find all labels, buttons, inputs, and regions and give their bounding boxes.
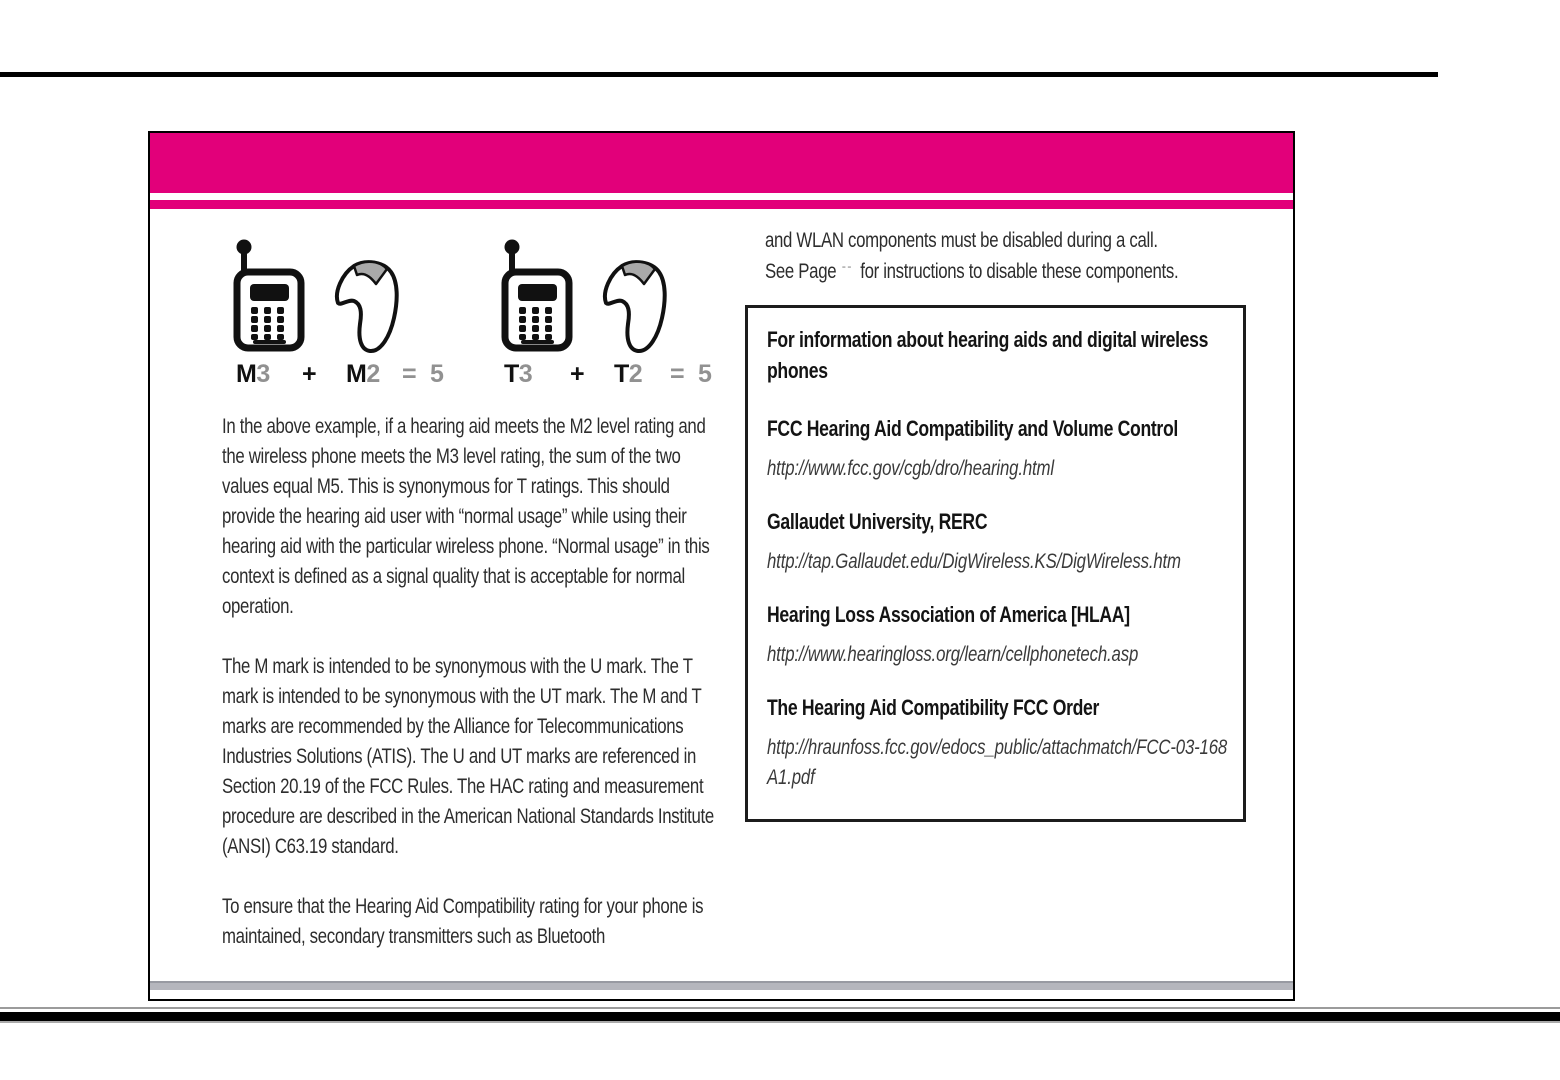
see-page-prefix: See Page — [765, 260, 837, 283]
link-entry — [767, 414, 1231, 484]
link-entry-url: http://hraunfoss.fcc.gov/edocs_public/attachmatch/FCC-03-168A1.pdf — [767, 736, 1228, 789]
wlan-disable-line: and WLAN components must be disabled during a call. — [765, 229, 1158, 252]
bottom-rule-gray-thin — [0, 1021, 1560, 1023]
hac-rating-diagram — [230, 238, 722, 388]
t-rating-equation — [498, 360, 728, 388]
link-entry — [767, 507, 1231, 577]
hearing-aid-info-box — [745, 305, 1246, 822]
equals-sign: = — [670, 360, 685, 388]
link-entry — [767, 600, 1231, 670]
mobile-phone-icon — [498, 238, 578, 352]
left-column — [222, 238, 722, 982]
t-rating-group — [498, 238, 728, 388]
link-entry-title: Hearing Loss Association of America [HLAA] — [767, 602, 1130, 627]
link-entry-title: Gallaudet University, RERC — [767, 509, 988, 534]
equals-sign: = — [402, 360, 417, 388]
sum-value: 5 — [698, 360, 712, 388]
bottom-rule-gray — [0, 1007, 1560, 1009]
hearing-aid-icon — [326, 256, 418, 358]
mobile-phone-icon — [230, 238, 310, 352]
plus-sign: + — [302, 360, 317, 388]
link-entry-url: http://tap.Gallaudet.edu/DigWireless.KS/DigWireless.htm — [767, 550, 1181, 573]
top-horizontal-rule — [0, 72, 1438, 77]
aid-rating-number: 2 — [628, 360, 643, 388]
link-entry-url: http://www.hearingloss.org/learn/cellphonetech.asp — [767, 643, 1139, 666]
see-page-suffix: for instructions to disable these components. — [860, 260, 1179, 283]
magenta-header-bar — [150, 133, 1293, 193]
phone-rating-letter: T — [504, 360, 519, 388]
content-frame — [148, 131, 1295, 1001]
hearing-aid-info-content — [767, 324, 1231, 793]
m-rating-group — [230, 238, 460, 388]
phone-rating-number: 3 — [256, 360, 270, 388]
link-entry-title: FCC Hearing Aid Compatibility and Volume Control — [767, 416, 1178, 441]
magenta-accent-stripe — [150, 200, 1293, 209]
phone-rating-letter: M — [236, 360, 257, 388]
paragraph-mark-definitions: The M mark is intended to be synonymous with the U mark. The T mark is intended to be synonymous with the UT mark. The M and T marks are recommended by the Alliance for Telecommunications Industries Solutions (ATIS). The U and UT marks are referenced in Section 20.19 of the FCC Rules. The HAC rating and measurement procedure are described in the American National Standards Institute (ANSI) C63.19 standard. — [222, 655, 714, 858]
aid-rating-letter: M — [346, 360, 367, 388]
body-text — [222, 412, 714, 952]
link-entry-url: http://www.fcc.gov/cgb/dro/hearing.html — [767, 457, 1054, 480]
aid-rating-letter: T — [614, 360, 629, 388]
continuation-text — [745, 225, 1255, 289]
info-box-heading: For information about hearing aids and digital wireless phones — [767, 327, 1209, 383]
right-column — [745, 225, 1255, 822]
plus-sign: + — [570, 360, 585, 388]
m-rating-equation — [230, 360, 460, 388]
hearing-aid-icon — [594, 256, 686, 358]
link-entry-title: The Hearing Aid Compatibility FCC Order — [767, 695, 1100, 720]
paragraph-hac-example: In the above example, if a hearing aid meets the M2 level rating and the wireless phone meets the M3 level rating, the sum of the two values equal M5. This is synonymous for T ratings. This should provide the hearing aid user with “normal usage” while using their hearing aid with the particular wireless phone. “Normal usage” in this context is defined as a signal quality that is acceptable for normal operation. — [222, 415, 710, 618]
aid-rating-number: 2 — [366, 360, 380, 388]
footer-gray-bar — [150, 981, 1293, 990]
phone-rating-number: 3 — [518, 360, 533, 388]
link-entry — [767, 693, 1231, 793]
paragraph-secondary-transmitters: To ensure that the Hearing Aid Compatibility rating for your phone is maintained, secondary transmitters such as Bluetooth — [222, 895, 704, 948]
sum-value: 5 — [430, 360, 444, 388]
bottom-rule-black — [0, 1012, 1560, 1021]
page-number-placeholder: -- — [841, 258, 854, 275]
